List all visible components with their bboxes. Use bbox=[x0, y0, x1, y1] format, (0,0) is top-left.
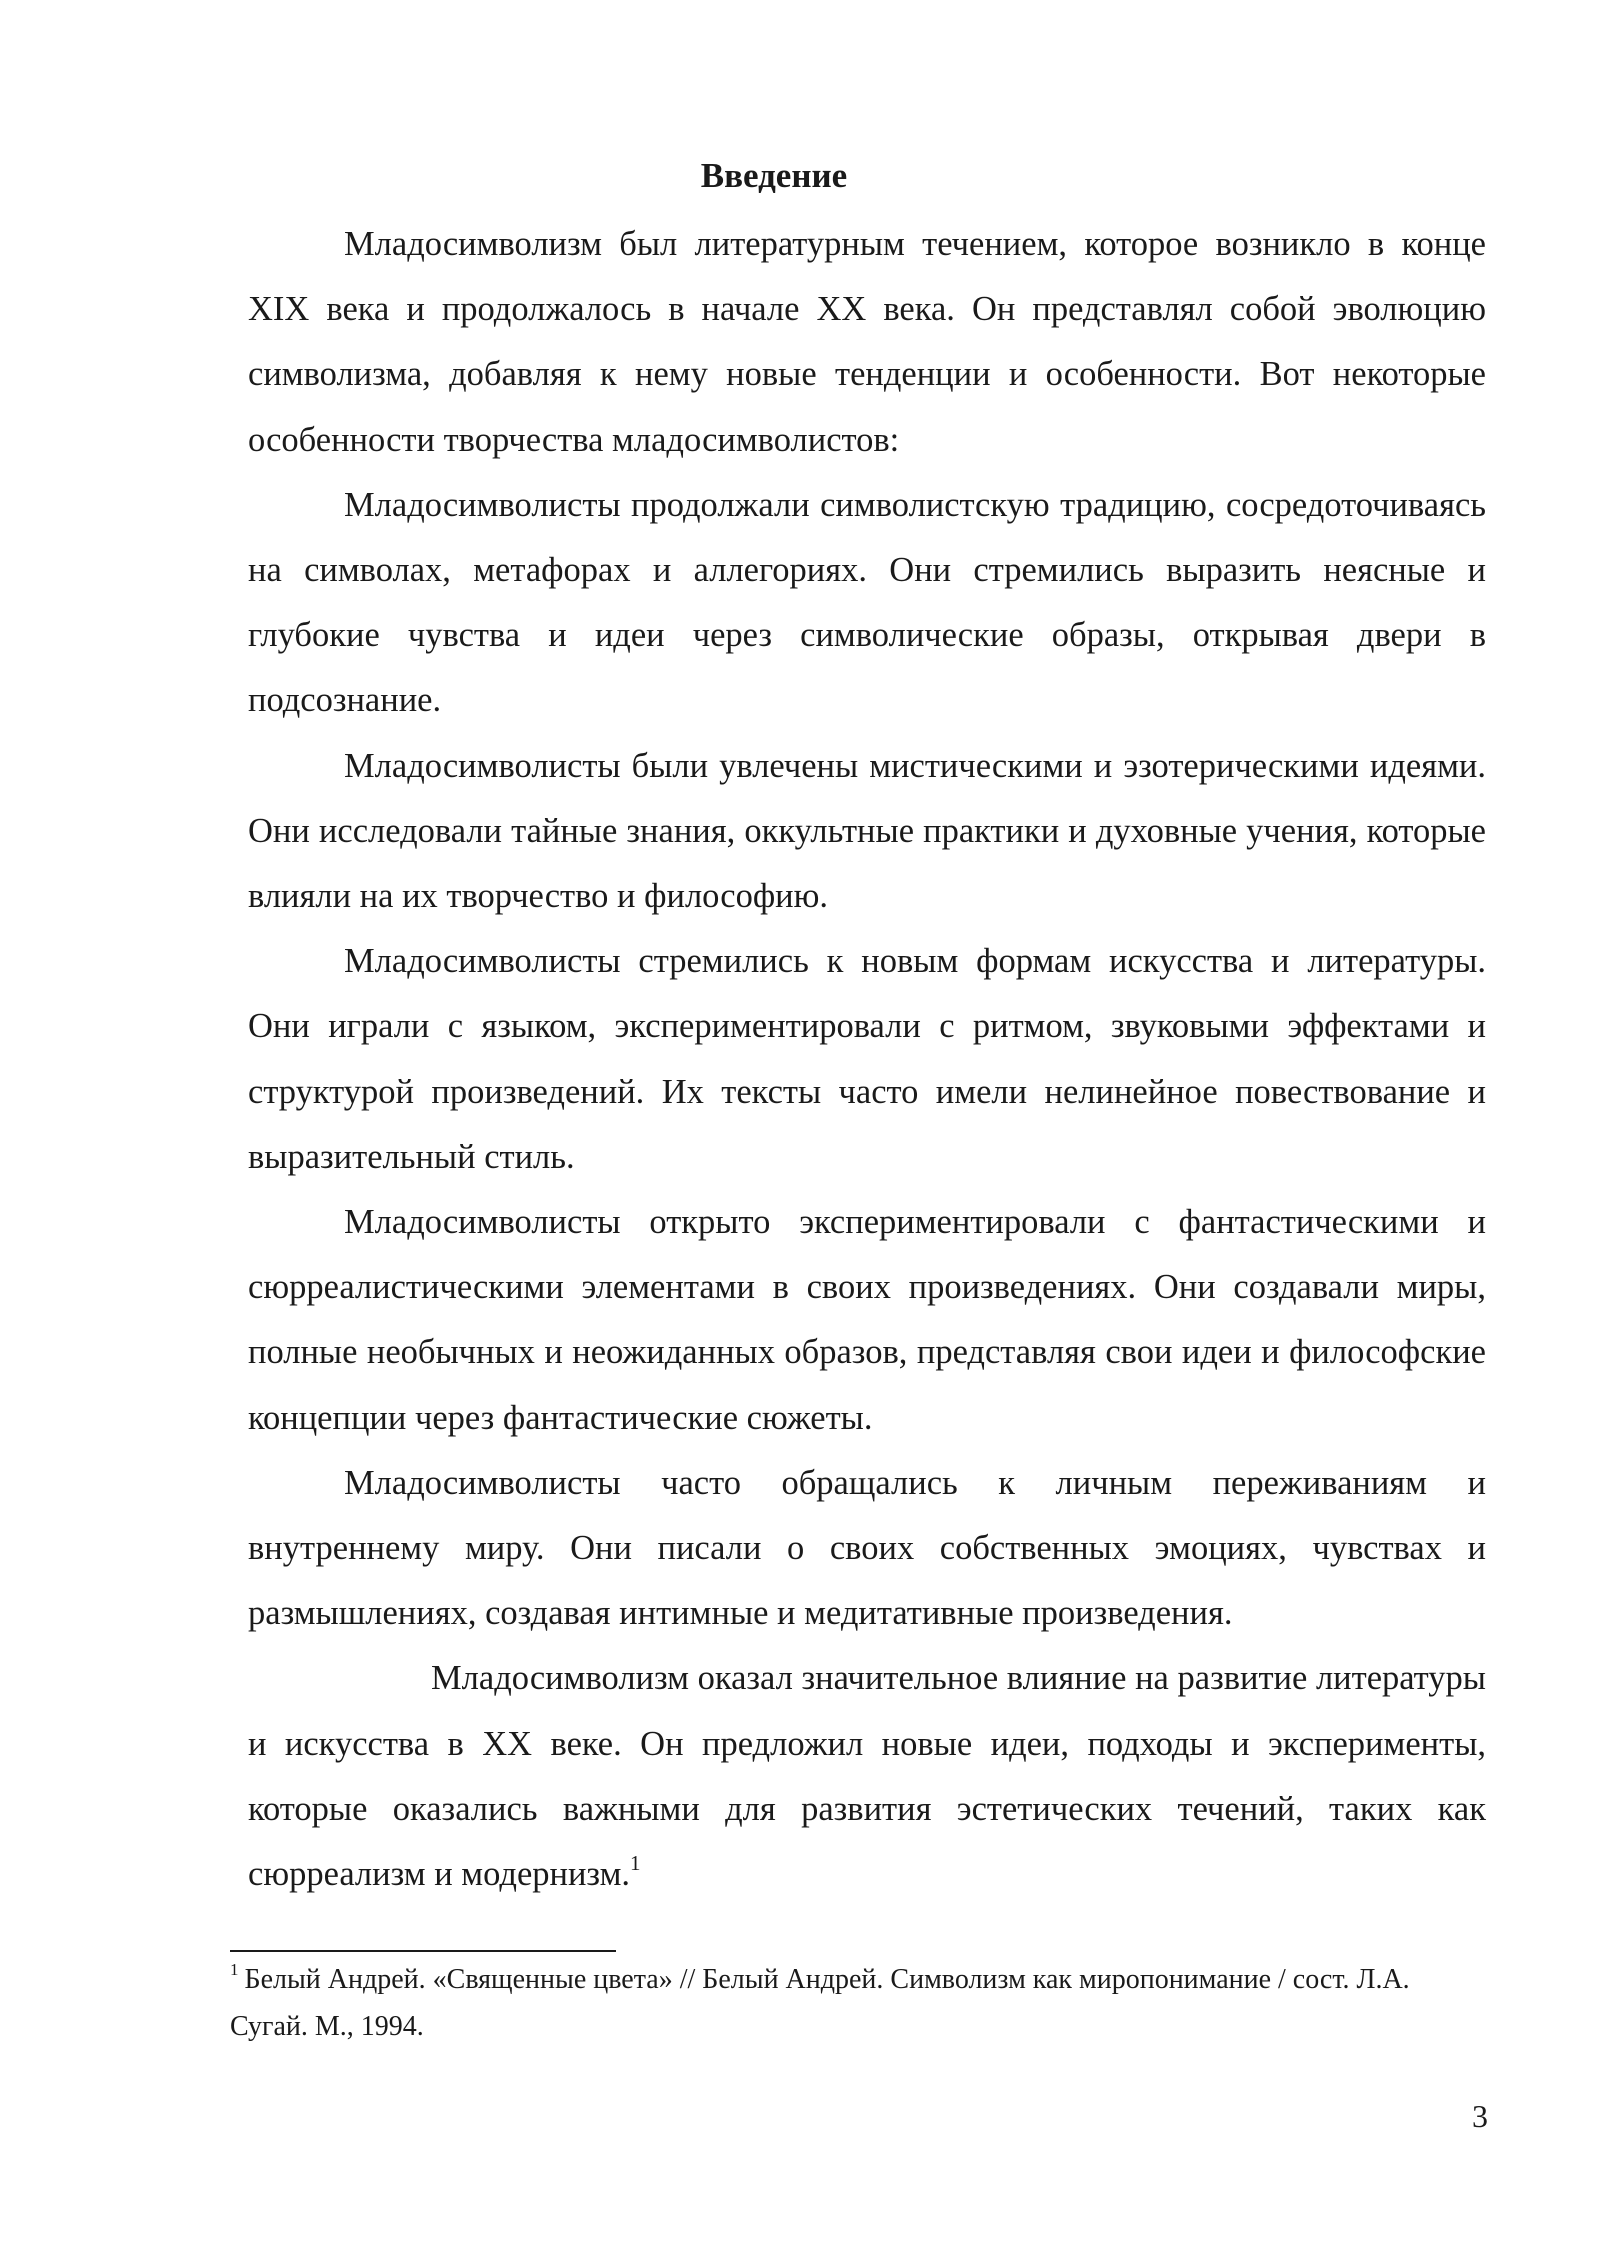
footnote-separator bbox=[230, 1950, 616, 1952]
page-number: 3 bbox=[1472, 2098, 1488, 2134]
section-heading: Введение bbox=[700, 156, 848, 195]
paragraph-inner-world: Младосимволисты часто обращались к личным переживаниям и внутреннему миру. Они писали о своих собственных эмоциях, чувствах и размышлениях, создавая интимные и медитативные произведения. bbox=[248, 1463, 1486, 1633]
footnote-reference[interactable]: 1 bbox=[630, 1850, 641, 1875]
paragraph-intro: Младосимволизм был литературным течением, которое возникло в конце XIX века и продолжалось в начале XX века. Он представлял собой эволюцию символизма, добавляя к нему новые тенденции и особенности. Вот некоторые особенности творчества младосимволистов: bbox=[248, 225, 1486, 459]
footnote-marker: 1 bbox=[230, 1959, 239, 1979]
footnote bbox=[230, 1956, 1492, 2050]
paragraph-influence-text: Младосимволизм оказал значительное влияние на развитие литературы и искусства в XX веке. Он предложил новые идеи, подходы и эксперименты, которые оказались важными для развития эстетических течений, таких как сюрреализм и модернизм. bbox=[248, 1659, 1486, 1894]
paragraph-fantastic: Младосимволисты открыто экспериментировали с фантастическими и сюрреалистическими элементами в своих произведениях. Они создавали миры, полные необычных и неожиданных образов, представляя свои идеи и философские концепции через фантастические сюжеты. bbox=[248, 1203, 1486, 1437]
paragraph-new-forms: Младосимволисты стремились к новым формам искусства и литературы. Они играли с языком, экспериментировали с ритмом, звуковыми эффектами и структурой произведений. Их тексты часто имели нелинейное повествование и выразительный стиль. bbox=[248, 942, 1486, 1176]
paragraph-symbols: Младосимволисты продолжали символистскую традицию, сосредоточиваясь на символах, метафорах и аллегориях. Они стремились выразить неясные и глубокие чувства и идеи через символические образы, открывая двери в подсознание. bbox=[248, 485, 1486, 720]
body-text bbox=[248, 212, 1486, 1907]
paragraph-mysticism: Младосимволисты были увлечены мистическими и эзотерическими идеями. Они исследовали тайные знания, оккультные практики и духовные учения, которые влияли на их творчество и философию. bbox=[248, 746, 1486, 916]
paragraph-influence bbox=[248, 1646, 1486, 1907]
footnote-text: Белый Андрей. «Священные цвета» // Белый Андрей. Символизм как миропонимание / сост. Л.А. Сугай. М., 1994. bbox=[230, 1964, 1410, 2042]
